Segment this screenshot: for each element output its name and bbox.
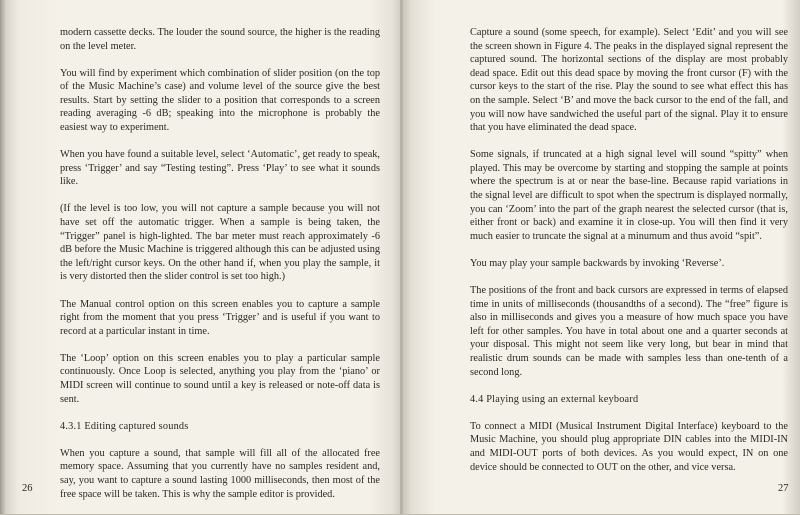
- right-paragraph-4: The positions of the front and back cursors are expressed in terms of elapsed time in units of milliseconds (thousandths of a second). The “free” figure is also in milliseconds and gives you a measure of how much space you have left for other samples. You have in total about one and a quarter seconds at your disposal. This might not seem like very long, but bear in mind that realistic drum sounds can be made with samples less than one-tenth of a second long.: [470, 285, 788, 378]
- left-paragraph-3: When you have found a suitable level, select ‘Automatic’, get ready to speak, press ‘Trigger’ and say “Testing testing”. Press ‘Play’ to see what it sounds like.: [60, 149, 380, 188]
- book-gutter: [400, 0, 403, 514]
- page-number-left: 26: [22, 483, 33, 494]
- left-paragraph-2: You will find by experiment which combination of slider position (on the top of the Music Machine’s case) and volume level of the source give the best results. Start by setting the slider to a position that corresponds to a screen reading averaging -6 dB; speaking into the microphone is probably the easiest way to experiment.: [60, 67, 380, 134]
- left-paragraph-1: modern cassette decks. The louder the sound source, the higher is the reading on the level meter.: [60, 27, 380, 52]
- section-heading-4-3-1: 4.3.1 Editing captured sounds: [60, 420, 189, 432]
- left-page-text: [60, 26, 380, 515]
- left-paragraph-5: The Manual control option on this screen enables you to capture a sample right from the moment that you press ‘Trigger’ and is useful if you want to record at a particular instant in time.: [60, 298, 380, 337]
- left-paragraph-4: (If the level is too low, you will not capture a sample because you will not have set off the automatic trigger. When a sample is being taken, the “Trigger” panel is high-lighted. The bar meter must reach approximately -6 dB before the Music Machine is triggered although this can be adjusted using the left/right cursor keys. On the other hand if, when you play the sample, it is very distorted then the slider control is set too high.): [60, 203, 380, 283]
- right-page-text: [470, 26, 788, 488]
- right-paragraph-5: To connect a MIDI (Musical Instrument Digital Interface) keyboard to the Music Machine, you should plug appropriate DIN cables into the MIDI-IN and MIDI-OUT ports of both devices. As you would expect, IN on one device should be connected to OUT on the other, and vice versa.: [470, 420, 788, 473]
- left-paragraph-6: The ‘Loop’ option on this screen enables you to play a particular sample continuously. Once Loop is selected, anything you play from the ‘piano’ or MIDI screen will continue to sound until a key is released or note-off data is sent.: [60, 352, 380, 405]
- right-paragraph-1: Capture a sound (some speech, for example). Select ‘Edit’ and you will see the screen shown in Figure 4. The peaks in the displayed signal represent the captured sound. The horizontal sections of the display are most probably dead space. Edit out this dead space by moving the front cursor (F) with the cursor keys to the start of the rise. Play the sound to see what effect this has on the sample. Select ‘B’ and move the back cursor to the end of the fall, and you will now have sandwiched the useful part of the signal. Play it to ensure that you have eliminated the dead space.: [470, 27, 788, 134]
- page-number-right: 27: [778, 483, 789, 494]
- right-paragraph-3: You may play your sample backwards by invoking ‘Reverse’.: [470, 257, 725, 269]
- right-paragraph-2: Some signals, if truncated at a high signal level will sound “spitty” when played. This may be overcome by starting and stopping the sample at points where the spectrum is at or near the base-line. Because rapid variations in the signal level are difficult to spot when the spectrum is displayed normally, you can ‘Zoom’ into the part of the graph nearest the selected cursor (that is, either front or back) and examine it in close-up. You will then find it very much easier to truncate the signal at a minumum and thus avoid “spit”.: [470, 149, 788, 242]
- left-paragraph-7: When you capture a sound, that sample will fill all of the allocated free memory space. Assuming that you currently have no samples resident and, say, you want to capture a sound lasting 1000 milliseconds, then most of the free space will be taken. This is why the sample editor is provided.: [60, 447, 380, 500]
- section-heading-4-4: 4.4 Playing using an external keyboard: [470, 393, 639, 405]
